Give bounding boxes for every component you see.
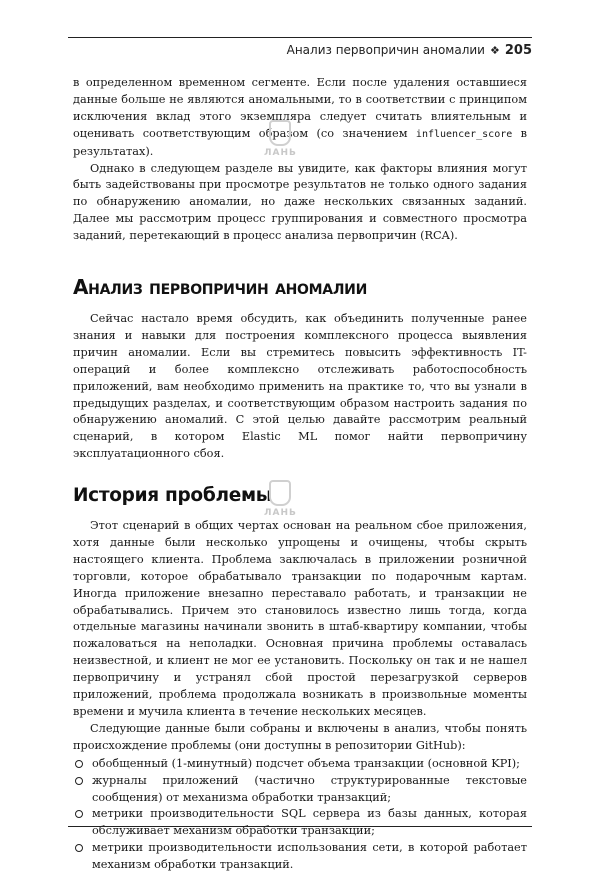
influencer-score-code: influencer_score — [415, 128, 513, 140]
watermark-text: ЛАНЬ — [264, 148, 297, 158]
running-header — [68, 37, 532, 58]
intro-text-part: в определенном временном сегменте. Если после удаления оставшиеся данные больше не являются аномальными, то в соответствии с принципом исключения вклад этого экземпляра следует считать влиятельным и оценивать соответствующим образом (со значением — [73, 76, 527, 140]
page-number: 205 — [504, 43, 532, 58]
circle-bullet-icon — [75, 844, 83, 852]
list-item-text: метрики производительности использования сети, в которой работает механизм обработки транзакций. — [92, 841, 527, 872]
intro-paragraph-2: Однако в следующем разделе вы увидите, как факторы влияния могут быть задействованы при просмотре результатов не только одного задания по обнаружению аномалии, но даже нескольких связанных заданий. Далее мы рассмотрим процесс группирования и совместного просмотра заданий, перетекающий в процесс анализа первопричин (RCA). — [73, 161, 527, 243]
publisher-watermark — [264, 480, 297, 518]
footer-rule — [68, 826, 532, 827]
deer-logo-icon — [269, 120, 291, 146]
list-item — [73, 756, 527, 773]
section-heading-problem-history: История проблемы — [73, 485, 273, 507]
list-item-text: журналы приложений (частично структурированные текстовые сообщения) от механизма обработки транзакций; — [92, 773, 527, 804]
circle-bullet-icon — [75, 777, 83, 785]
list-item-text: обобщенный (1-минутный) подсчет объема транзакции (основной KPI); — [92, 756, 520, 770]
page-content — [73, 75, 527, 874]
publisher-watermark — [264, 120, 297, 158]
section1-paragraph: Сейчас настало время обсудить, как объединить полученные ранее знания и навыки для построения комплексного процесса выявления причин аномалии. Если вы стремитесь повысить эффективность IT-операций и более комплексно отслеживать работоспособность приложений, вам необходимо применить на практике то, что вы узнали в предыдущих разделах, и соответствующим образом настроить задания по обнаружению аномалий. С этой целью давайте рассмотрим реальный сценарий, в котором Elastic ML помог найти первопричину эксплуатационного сбоя. — [73, 311, 527, 461]
deer-logo-icon — [269, 480, 291, 506]
list-item — [73, 840, 527, 874]
intro-paragraph-1 — [73, 75, 527, 161]
section2-paragraph-1: Этот сценарий в общих чертах основан на реальном сбое приложения, хотя данные были несколько упрощены и очищены, чтобы скрыть настоящего клиента. Проблема заключалась в приложении розничной торговли, которое обрабатывало транзакции по подарочным картам. Иногда приложение внезапно переставало работать, и транзакции не обрабатывались. Причем это становилось известно лишь тогда, когда отдельные магазины начинали звонить в штаб-квартиру компании, чтобы пожаловаться на неполадки. Основная причина проблемы оставалась неизвестной, и клиент не мог ее установить. Поскольку он так и не нашел первопричину и устранял сбой простой перезагрузкой серверов приложений, проблема продолжала возникать в произвольные моменты времени и мучила клиента в течение нескольких месяцев. — [73, 519, 527, 718]
watermark-text: ЛАНЬ — [264, 508, 297, 518]
list-item-text: метрики производительности SQL сервера из базы данных, которая обслуживает механизм обработки транзакций; — [92, 807, 527, 838]
circle-bullet-icon — [75, 760, 83, 768]
list-item — [73, 806, 527, 840]
section2-paragraph-2: Следующие данные были собраны и включены в анализ, чтобы понять происхождение проблемы (они доступны в репозитории GitHub): — [73, 721, 527, 752]
data-sources-list — [73, 756, 527, 874]
running-title: Анализ первопричин аномалии — [286, 43, 485, 57]
diamond-separator-icon: ❖ — [489, 44, 500, 57]
circle-bullet-icon — [75, 810, 83, 818]
section-heading-root-cause: Анализ первопричин аномалии — [73, 275, 367, 300]
intro-text-part: в результатах). — [73, 126, 527, 158]
list-item — [73, 773, 527, 807]
